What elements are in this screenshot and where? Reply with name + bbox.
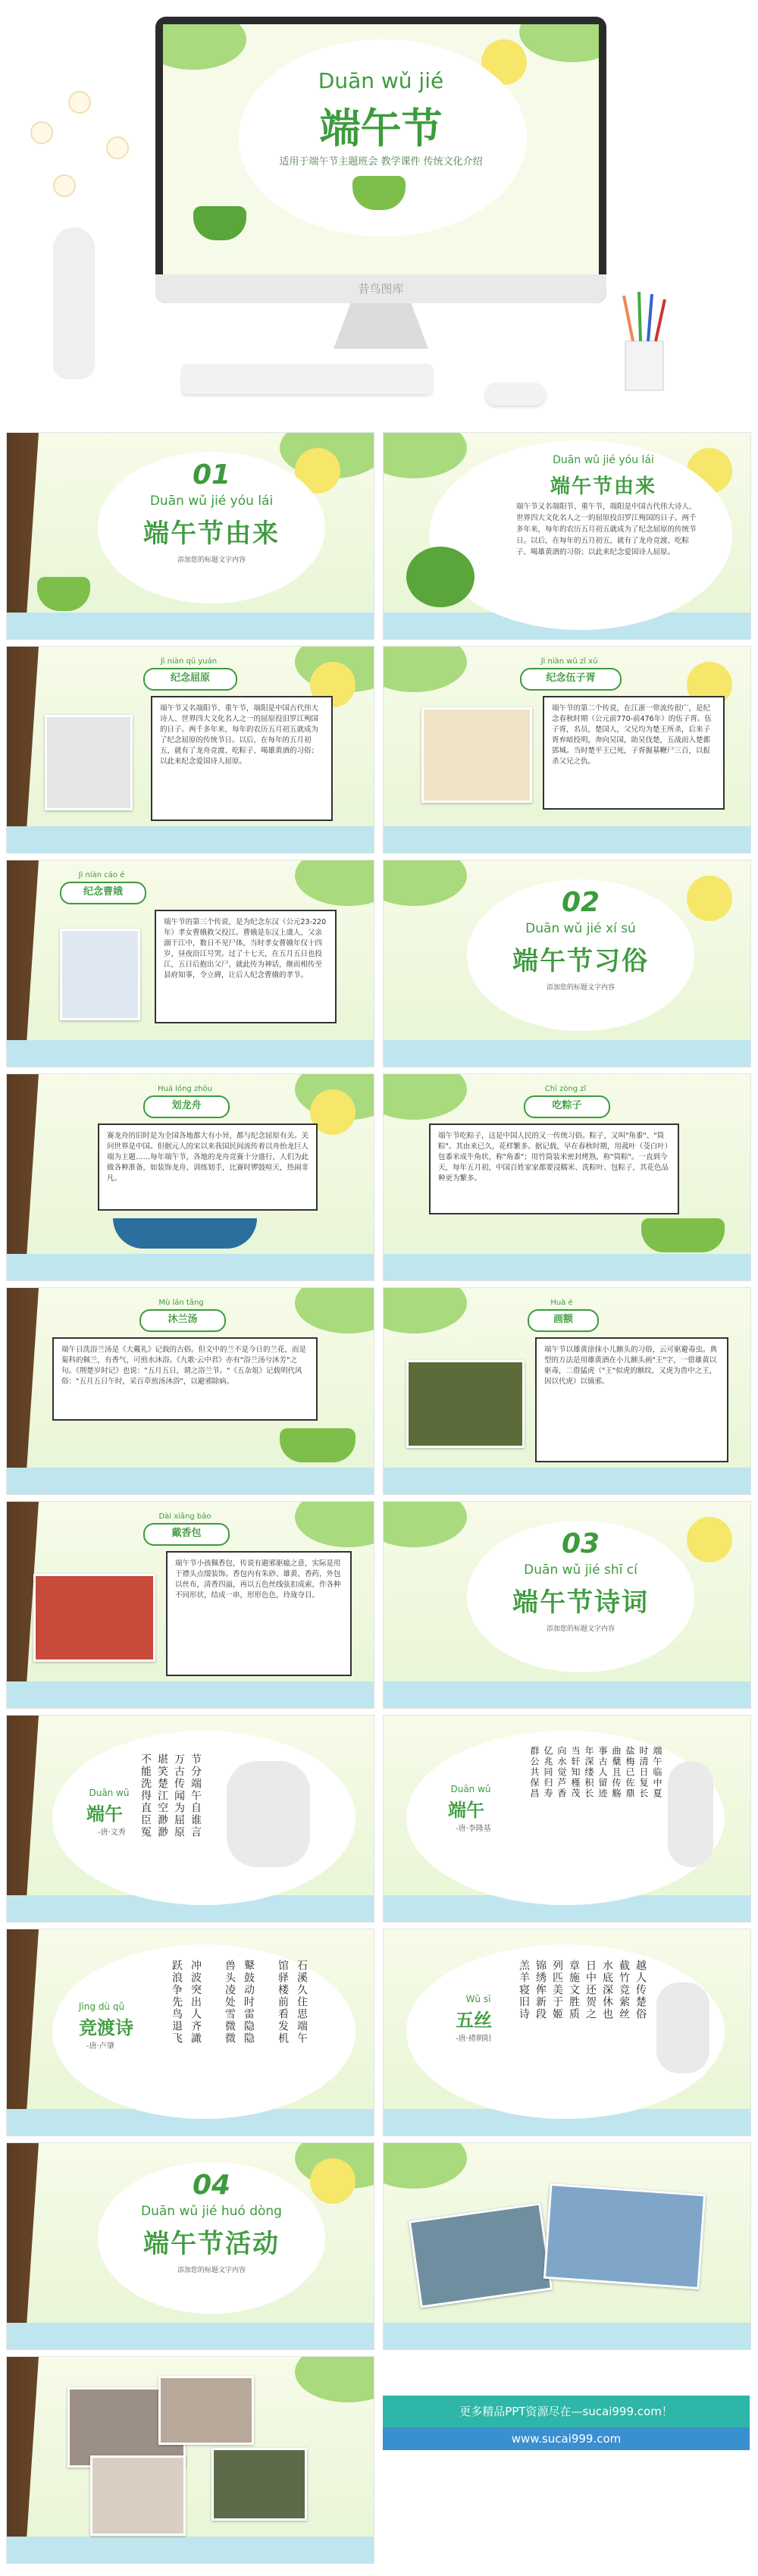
- water-decoration: [7, 1040, 374, 1067]
- food-photo: [90, 2455, 186, 2536]
- poem-line: 年深缕积长: [584, 1746, 594, 1799]
- slide-zongzi: [383, 1073, 751, 1281]
- pencil-cup-icon: [618, 288, 671, 394]
- water-decoration: [384, 1040, 750, 1067]
- poem-line: 兽头凌处雪微微: [224, 1960, 236, 2045]
- food-photo: [158, 2376, 254, 2445]
- badge-pinyin: Jì niàn cáo é: [78, 871, 125, 879]
- slide-dragonboat: [6, 1073, 374, 1281]
- footer-promo: 更多精品PPT资源尽在—sucai999.com！: [383, 2396, 750, 2427]
- water-decoration: [384, 1468, 750, 1494]
- flower-icon: [68, 91, 91, 114]
- section-title: 端午节诗词: [512, 1587, 649, 1618]
- monitor-stand: [334, 303, 428, 349]
- poem-line: 鼙鼓动时雷隐隐: [243, 1960, 255, 2045]
- zongzi-mascot-icon: [406, 547, 475, 607]
- foliage-decoration: [383, 860, 467, 906]
- slide-body: 端午节又名端阳节、重午节，端阳是中国古代伟大诗人、世界四大文化名人之一的屈原投汨罗江殉国的日子。两千多年来，每年的农历五月初五就成为了纪念屈原的传统节日。以后，在每年的五月初五，就有了龙舟竞渡、吃粽子、喝雄黄酒的习俗；以此来纪念爱国诗人屈原。: [151, 696, 333, 821]
- poem-line: 冲波突出人齐譀: [190, 1960, 202, 2045]
- poem-line: 堪笑楚江空渺渺: [156, 1753, 168, 1838]
- festival-photo: [543, 2183, 706, 2289]
- section-title: 端午节习俗: [512, 946, 649, 976]
- slide-food-photos: [6, 2356, 374, 2564]
- section-subtitle: 添加您的标题文字内容: [546, 984, 615, 992]
- tree-decoration: [7, 433, 52, 639]
- slide-section-02: [383, 860, 751, 1067]
- monitor-chin: [155, 274, 606, 303]
- section-title: 端午节由来: [143, 519, 280, 549]
- badge-pinyin: Dài xiāng bāo: [158, 1512, 211, 1521]
- foliage-decoration: [383, 1287, 467, 1333]
- slide-body: 端午日洗浴兰汤是《大戴礼》记载的古俗。但文中的兰不是今日的兰花，而是菊科的佩兰，有香气，可煎水沐浴。《九歌·云中君》亦有"浴兰汤兮沐芳"之句。《荆楚岁时记》也说："五月五日，谓之浴兰节。"《五杂俎》记载明代风俗："五月五日午时，采百草煎汤沐浴"，以避邪除病。: [52, 1337, 318, 1421]
- footer-banner: [383, 2365, 750, 2571]
- foliage-decoration: [383, 1501, 467, 1547]
- badge-pinyin: Jì niàn qū yuán: [160, 657, 218, 666]
- foliage-decoration: [295, 2356, 374, 2402]
- badge-pinyin: Chī zòng zǐ: [544, 1085, 587, 1093]
- poem-line: 曲糵且传觞: [611, 1746, 622, 1799]
- poem-line: 锦绣侔新段: [534, 1960, 547, 2020]
- water-decoration: [7, 1254, 374, 1280]
- water-decoration: [7, 826, 374, 853]
- poem-latin: Duān wǔ: [89, 1788, 130, 1798]
- poem-line: 越人传楚俗: [634, 1960, 647, 2020]
- slide-section-04: [6, 2142, 374, 2350]
- footer-url[interactable]: www.sucai999.com: [383, 2427, 750, 2450]
- tree-decoration: [7, 860, 52, 1067]
- poem-line: 亿兆同归寿: [543, 1746, 553, 1799]
- poem-line: 事古人留迹: [597, 1746, 608, 1799]
- slide-poem-1: [6, 1715, 374, 1923]
- tree-decoration: [7, 1929, 52, 2136]
- poem-author: -唐·褚朝阳: [456, 2035, 491, 2043]
- slide-sachet: [6, 1501, 374, 1709]
- poem-line: 万古传闻为屈原: [173, 1753, 185, 1838]
- poem-title: 端午: [86, 1804, 123, 1825]
- badge-title: 画额: [528, 1309, 599, 1332]
- badge-title: 纪念屈原: [143, 668, 237, 691]
- tree-decoration: [7, 1074, 52, 1280]
- slide-bath: [6, 1287, 374, 1495]
- foliage-decoration: [383, 646, 467, 692]
- water-decoration: [384, 2323, 750, 2349]
- section-number: 04: [192, 2170, 231, 2201]
- flower-icon: [106, 136, 129, 159]
- poem-latin: Jìng dù qǔ: [78, 2001, 125, 2012]
- keyboard-decoration: [182, 364, 432, 394]
- slide-body: 端午节的第三个传说，是为纪念东汉（公元23-220年）孝女曹娥救父投江。曹娥是东汉上虞人，父亲溺于江中，数日不见尸体，当时孝女曹娥年仅十四岁，昼夜沿江号哭。过了十七天，在五月五日也投江，五日后抱出父尸，就此传为神话，继而相传至县府知事，令立碑，让后人纪念曹娥的孝节。: [155, 910, 337, 1023]
- badge-pinyin: Huà é: [550, 1299, 573, 1307]
- poem-line: 截竹竞萦丝: [618, 1960, 630, 2020]
- foliage-decoration: [383, 1073, 467, 1120]
- tree-decoration: [7, 2143, 52, 2349]
- ink-figure-icon: [656, 1982, 709, 2073]
- sun-icon: [687, 1517, 732, 1562]
- slide-wuzixu: [383, 646, 751, 854]
- badge-title: 吃粽子: [524, 1095, 610, 1118]
- food-photo: [211, 2448, 307, 2521]
- section-latin: Duān wǔ jié huó dòng: [141, 2204, 282, 2219]
- flower-icon: [53, 174, 76, 197]
- foliage-decoration: [383, 2142, 467, 2189]
- poem-line: 盐梅已佐鼎: [625, 1746, 635, 1799]
- section-number: 02: [561, 887, 600, 918]
- hero-subtitle: 适用于端午节主题班会 教学课件 传统文化介绍: [279, 156, 483, 168]
- section-latin: Duān wǔ jié shī cí: [524, 1562, 637, 1578]
- flower-icon: [30, 121, 53, 144]
- poem-line: 不能洗得直臣冤: [139, 1753, 152, 1838]
- water-decoration: [7, 613, 374, 639]
- poem-title: 竞渡诗: [79, 2017, 133, 2039]
- poem-latin: Duān wǔ: [450, 1784, 491, 1794]
- badge-title: 纪念曹娥: [60, 882, 146, 904]
- slide-section-01: [6, 432, 374, 640]
- section-subtitle: 添加您的标题文字内容: [177, 556, 246, 564]
- watermark: 昔鸟图库: [358, 282, 404, 296]
- poem-author: -唐·卢肇: [86, 2042, 114, 2051]
- badge-title: 划龙舟: [143, 1095, 230, 1118]
- water-decoration: [384, 826, 750, 853]
- section-number: 03: [561, 1528, 600, 1559]
- ink-figure-icon: [227, 1761, 310, 1867]
- water-decoration: [7, 1681, 374, 1708]
- water-decoration: [7, 2537, 374, 2563]
- slide-forehead: [383, 1287, 751, 1495]
- tree-decoration: [7, 1288, 52, 1494]
- slide-activities-photos: [383, 2142, 751, 2350]
- slide-body: 端午节又名端阳节、重午节，端阳是中国古代伟大诗人、世界四大文化名人之一的屈原投汨罗江殉国的日子。两千多年来，每年的农历五月初五就成为了纪念屈原的传统节日。以后，在每年的五月初五，就有了龙舟竞渡、吃粽子、喝雄黄酒的习俗；以此来纪念爱国诗人屈原。: [516, 503, 697, 556]
- badge-title: 纪念伍子胥: [520, 668, 622, 691]
- poem-line: 当轩知槿茂: [570, 1746, 581, 1799]
- zongzi-icon: [641, 1218, 725, 1252]
- water-decoration: [7, 1468, 374, 1494]
- zongzi-photo: [406, 1360, 525, 1448]
- monitor-screen: [163, 24, 599, 274]
- section-title: 端午节活动: [143, 2229, 280, 2259]
- tree-decoration: [7, 1716, 52, 1922]
- section-latin: Duān wǔ jié xí sú: [525, 921, 636, 936]
- foliage-decoration: [383, 432, 467, 478]
- poem-line: 列匹美于姬: [551, 1960, 563, 2020]
- section-latin: Duān wǔ jié yóu lái: [149, 494, 274, 509]
- slide-poem-3: [6, 1929, 374, 2136]
- slide-origin: [383, 432, 751, 640]
- section-number: 01: [192, 459, 231, 490]
- zongzi-icon: [280, 1428, 356, 1462]
- badge-pinyin: Mù lán tāng: [158, 1299, 204, 1307]
- poem-line: 水底深休也: [601, 1960, 613, 2020]
- slide-body: 端午节小孩佩香包，传说有避邪驱瘟之意，实际是用于襟头点缀装饰。香包内有朱砂、雄黄、香药，外包以丝布，清香四溢，再以五色丝线弦扣成索，作各种不同形状，结成一串，形形色色，玲珑夺目。: [166, 1551, 352, 1676]
- foliage-decoration: [163, 24, 246, 70]
- foliage-decoration: [295, 1501, 374, 1547]
- poem-latin: Wǔ sī: [465, 1994, 491, 2004]
- quyuan-portrait: [45, 715, 133, 810]
- ink-figure-icon: [668, 1761, 713, 1867]
- section-subtitle: 添加您的标题文字内容: [177, 2267, 246, 2274]
- badge-title: 沐兰汤: [139, 1309, 226, 1332]
- poem-line: 端午临中夏: [652, 1746, 662, 1799]
- poem-title: 端午: [448, 1800, 484, 1821]
- wuzixu-portrait: [421, 707, 532, 803]
- dragonboat-icon: [113, 1218, 257, 1249]
- slide-title: 端午节由来: [550, 475, 656, 498]
- slide-poem-2: [383, 1715, 751, 1923]
- sun-icon: [310, 2158, 356, 2204]
- water-decoration: [384, 1681, 750, 1708]
- sun-icon: [687, 876, 732, 921]
- slide-poem-4: [383, 1929, 751, 2136]
- badge-pinyin: Jì niàn wǔ zǐ xū: [540, 657, 598, 666]
- children-boat-icon: [37, 577, 90, 611]
- poem-line: 馆驿楼前看发机: [277, 1960, 289, 2045]
- slide-caoe: [6, 860, 374, 1067]
- water-decoration: [7, 2323, 374, 2349]
- slide-body: 端午节的第二个传说，在江浙一带流传很广，是纪念春秋时期（公元前770-前476年）的伍子胥。伍子胥，名员，楚国人，父兄均为楚王所杀，后来子胥弃暗投明，奔向吴国，助吴伐楚，五战而入楚都郢城。当时楚平王已死，子胥掘墓鞭尸三百，以报杀父兄之仇。: [543, 696, 725, 810]
- hero-section: [0, 0, 758, 425]
- slide-body: 端午节以雄黄涂抹小儿额头的习俗，云可驱避毒虫。典型的方法是用雄黄酒在小儿额头画"王"字，一借雄黄以驱毒，二借猛虎（"王"似虎的额纹，又虎为兽中之王，因以代虎）以镇邪。: [535, 1337, 728, 1462]
- boat-race-photo: [409, 2202, 553, 2308]
- poem-line: 日中还贺之: [584, 1960, 597, 2020]
- slide-body: 端午节吃粽子，这是中国人民的又一传统习俗。粽子，又叫"角黍"、"筒粽"。其由来已久，花样繁多。据记载，早在春秋时期，用菰叶（茭白叶）包黍米成牛角状，称"角黍"；用竹筒装米密封烤熟，称"筒粽"。一直到今天，每年五月初，中国百姓家家都要浸糯米、洗粽叶、包粽子，其花色品种更为繁多。: [429, 1123, 679, 1214]
- hero-latin: Duān wǔ jié: [318, 68, 444, 93]
- water-decoration: [384, 1254, 750, 1280]
- poem-author: -唐·文秀: [98, 1829, 126, 1837]
- poem-line: 群公共保昌: [529, 1746, 540, 1799]
- foliage-decoration: [295, 1287, 374, 1333]
- poem-line: 羔羊寝旧诗: [518, 1960, 530, 2020]
- slide-section-03: [383, 1501, 751, 1709]
- poem-title: 五丝: [456, 2010, 492, 2031]
- caoe-portrait: [60, 929, 140, 1020]
- badge-title: 戴香包: [143, 1523, 230, 1546]
- mouse-decoration: [485, 383, 546, 406]
- poem-line: 章施文胜质: [568, 1960, 580, 2020]
- tree-decoration: [7, 2357, 52, 2563]
- poem-line: 跃浪争先鸟退飞: [171, 1960, 183, 2045]
- section-subtitle: 添加您的标题文字内容: [546, 1625, 615, 1633]
- slide-latin: Duān wǔ jié yóu lái: [553, 454, 654, 466]
- poem-line: 向水觉芦香: [556, 1746, 567, 1799]
- sachet-photo: [33, 1574, 155, 1662]
- poem-line: 时清日复长: [638, 1746, 649, 1799]
- leaf-icon: [193, 206, 246, 240]
- foliage-decoration: [295, 860, 374, 906]
- slide-quyuan: [6, 646, 374, 854]
- hero-title: 端午节: [319, 105, 443, 152]
- vase-decoration: [53, 227, 95, 379]
- slide-body: 赛龙舟的旧时是为全国各地都大有小异，都与纪念屈原有关。关问世界是中国。但据元人的宋以来我国民间流传着以舟抬龙巨人端为主题……每年端午节，各地的龙舟竞赛十分盛行，人们为此做各种准备，如装饰龙舟、训练划手，比赛时锣鼓喧天，热闹非凡。: [98, 1123, 318, 1211]
- poem-line: 节分端午自谁言: [190, 1753, 202, 1838]
- poem-author: -唐·李隆基: [456, 1825, 491, 1833]
- foliage-decoration: [519, 24, 599, 62]
- poem-line: 石溪久住思端午: [296, 1960, 308, 2045]
- badge-pinyin: Huá lóng zhōu: [158, 1085, 212, 1093]
